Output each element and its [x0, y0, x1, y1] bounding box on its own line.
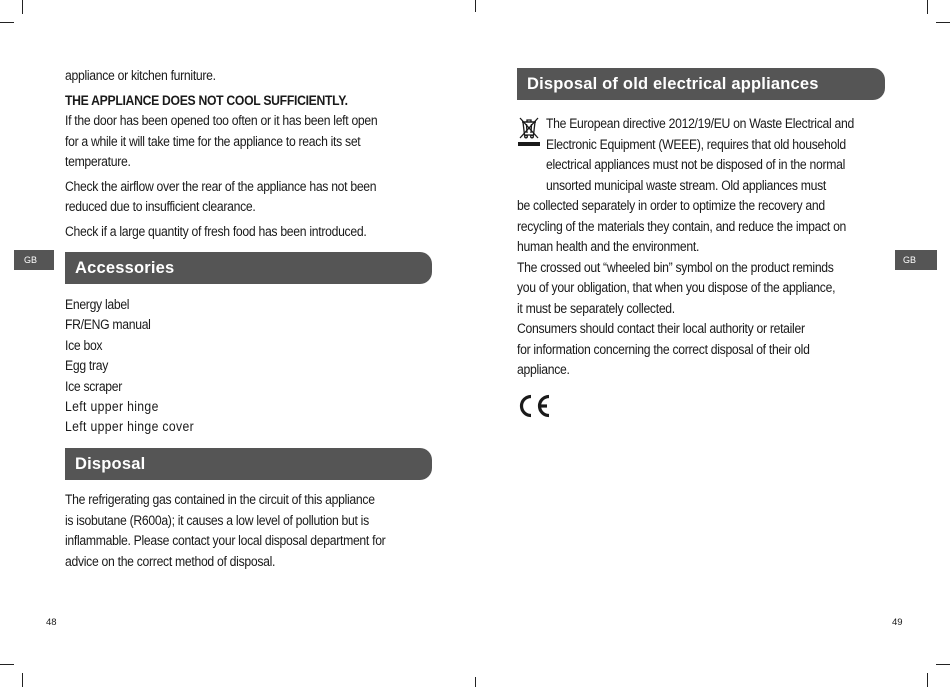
weee-line: Electronic Equipment (WEEE), requires that old household	[546, 136, 846, 153]
weee-section-header: Disposal of old electrical appliances	[517, 68, 885, 100]
list-item: Ice box	[65, 337, 103, 354]
weee-line: electrical appliances must not be disposed of in the normal	[546, 157, 845, 173]
weee-line: unsorted municipal waste stream. Old appliances must	[546, 177, 827, 194]
weee-line: appliance.	[517, 362, 570, 378]
intro-line: appliance or kitchen furniture.	[65, 68, 216, 84]
weee-line: for information concerning the correct disposal of their old	[517, 341, 810, 358]
crop-mark	[0, 664, 14, 665]
troubleshoot-line: If the door has been opened too often or it has been left open	[65, 113, 378, 129]
disposal-line: The refrigerating gas contained in the circuit of this appliance	[65, 492, 375, 508]
crop-mark	[936, 22, 950, 23]
troubleshoot-line: Check the airflow over the rear of the appliance has not been	[65, 178, 377, 195]
list-item: Left upper hinge	[65, 399, 159, 416]
weee-line: be collected separately in order to optimize the recovery and	[517, 198, 825, 214]
crossed-bin-icon	[517, 115, 541, 147]
ce-mark-icon	[517, 393, 553, 419]
disposal-line: is isobutane (R600a); it causes a low level of pollution but is	[65, 512, 369, 529]
crop-mark	[22, 673, 23, 687]
weee-line: The European directive 2012/19/EU on Waste Electrical and	[546, 116, 854, 132]
weee-indented-text	[546, 114, 854, 196]
list-item: Egg tray	[65, 358, 109, 375]
weee-line: you of your obligation, that when you dispose of the appliance,	[517, 280, 836, 296]
crop-mark	[927, 0, 928, 14]
list-item: Ice scraper	[65, 378, 123, 395]
crop-mark	[0, 22, 14, 23]
disposal-line: advice on the correct method of disposal.	[65, 553, 276, 570]
troubleshoot-line: Check if a large quantity of fresh food has been introduced.	[65, 223, 367, 240]
crop-mark	[475, 677, 476, 687]
weee-text	[517, 196, 846, 381]
list-item: Left upper hinge cover	[65, 419, 194, 436]
disposal-text	[65, 490, 385, 572]
weee-line: recycling of the materials they contain, and reduce the impact on	[517, 218, 847, 235]
left-top-text	[65, 66, 377, 242]
weee-line: it must be separately collected.	[517, 300, 675, 317]
page-number-right: 49	[892, 617, 903, 628]
side-tab-right: GB	[895, 250, 937, 270]
list-item: FR/ENG manual	[65, 317, 151, 334]
accessories-section-header: Accessories	[65, 252, 432, 284]
crop-mark	[22, 0, 23, 14]
troubleshoot-line: for a while it will take time for the appliance to reach its set	[65, 133, 361, 150]
weee-line: human health and the environment.	[517, 239, 700, 255]
crop-mark	[927, 673, 928, 687]
crop-mark	[475, 0, 476, 12]
disposal-line: inflammable. Please contact your local disposal department for	[65, 533, 386, 549]
weee-line: The crossed out “wheeled bin” symbol on the product reminds	[517, 259, 834, 276]
page-number-left: 48	[46, 617, 57, 628]
crop-mark	[936, 664, 950, 665]
list-item: Energy label	[65, 297, 130, 313]
disposal-section-header: Disposal	[65, 448, 432, 480]
troubleshoot-line: temperature.	[65, 154, 131, 170]
troubleshoot-line: reduced due to insufficient clearance.	[65, 199, 256, 215]
side-tab-left: GB	[14, 250, 54, 270]
accessories-list	[65, 295, 194, 438]
troubleshoot-heading: THE APPLIANCE DOES NOT COOL SUFFICIENTLY.	[65, 92, 348, 109]
weee-line: Consumers should contact their local authority or retailer	[517, 321, 805, 337]
